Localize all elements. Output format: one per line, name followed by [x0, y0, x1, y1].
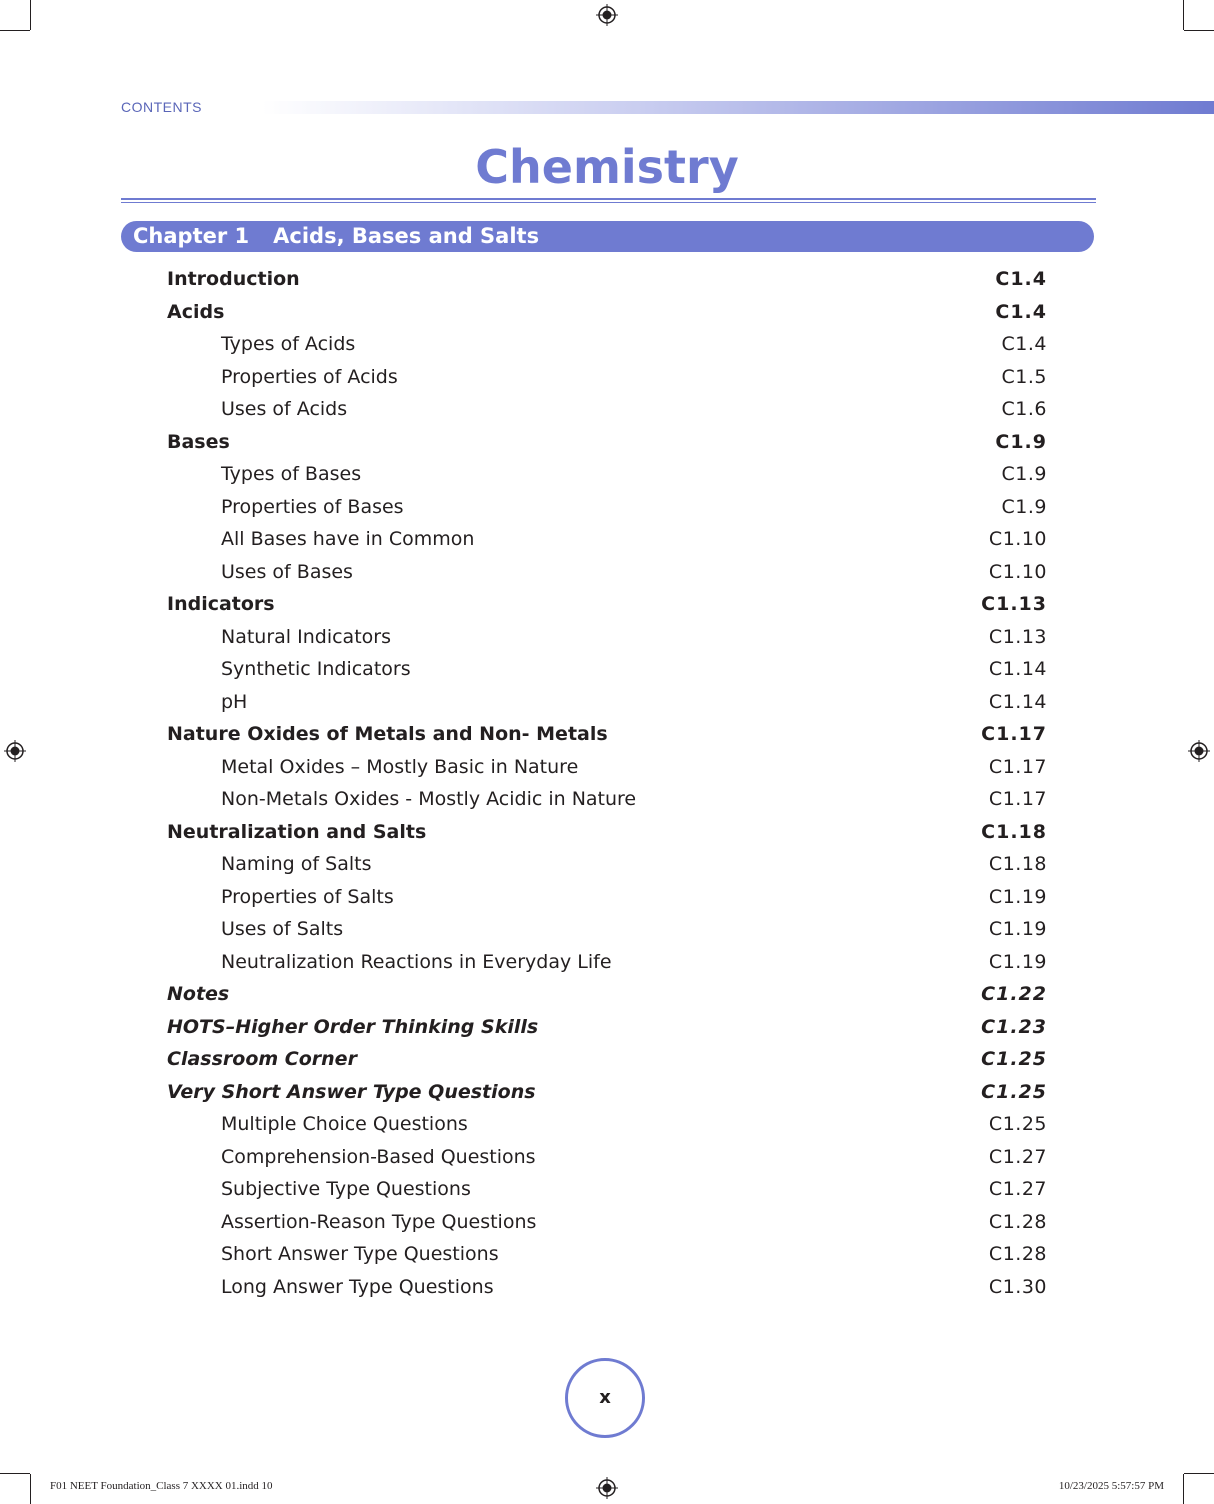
toc-row[interactable] — [0, 751, 1214, 784]
toc-entry-label: Bases — [167, 430, 230, 453]
toc-entry-label: Comprehension-Based Questions — [221, 1145, 536, 1168]
toc-entry-page: C1.10 — [988, 528, 1047, 550]
toc-entry-label: Introduction — [167, 268, 300, 290]
toc-entry-label: Metal Oxides – Mostly Basic in Nature — [221, 755, 579, 778]
crop-mark-top-left-v — [30, 0, 31, 30]
toc-entry-label: Indicators — [167, 593, 275, 615]
toc-entry-page: C1.5 — [1001, 365, 1047, 388]
toc-entry-page: C1.27 — [988, 1145, 1047, 1168]
toc-row[interactable] — [0, 588, 1214, 621]
toc-entry-label: Very Short Answer Type Questions — [167, 1080, 536, 1103]
toc-entry-page: C1.28 — [988, 1243, 1047, 1265]
toc-row[interactable] — [0, 946, 1214, 979]
toc-entry-label: Assertion-Reason Type Questions — [221, 1210, 537, 1233]
toc-entry-page: C1.9 — [995, 430, 1047, 453]
toc-entry-page: C1.13 — [988, 625, 1047, 648]
toc-row[interactable] — [0, 881, 1214, 914]
toc-row[interactable] — [0, 1043, 1214, 1076]
registration-mark-icon — [596, 1477, 618, 1499]
toc-entry-page: C1.18 — [988, 853, 1047, 875]
toc-entry-page: C1.27 — [988, 1178, 1047, 1200]
toc-row[interactable] — [0, 718, 1214, 751]
slug-timestamp: 10/23/2025 5:57:57 PM — [1058, 1480, 1164, 1492]
crop-mark-top-right-h — [1184, 30, 1214, 31]
toc-row[interactable] — [0, 1173, 1214, 1206]
toc-entry-page: C1.23 — [981, 1015, 1047, 1038]
toc-row[interactable] — [0, 978, 1214, 1011]
toc-entry-page: C1.17 — [988, 755, 1047, 778]
title-rule — [121, 198, 1096, 200]
toc-entry-page: C1.4 — [995, 300, 1047, 323]
toc-entry-label: Natural Indicators — [221, 625, 391, 648]
crop-mark-bottom-right-v — [1183, 1474, 1184, 1504]
toc-row[interactable] — [0, 1076, 1214, 1109]
toc-row[interactable] — [0, 848, 1214, 881]
toc-entry-label: All Bases have in Common — [221, 528, 475, 550]
toc-entry-label: Acids — [167, 300, 225, 323]
toc-entry-label: Naming of Salts — [221, 853, 372, 875]
crop-mark-bottom-left-h — [0, 1473, 30, 1474]
toc-entry-page: C1.25 — [988, 1113, 1047, 1135]
toc-entry-page: C1.4 — [995, 268, 1047, 290]
toc-row[interactable] — [0, 1206, 1214, 1239]
toc-entry-page: C1.17 — [981, 723, 1047, 745]
toc-row[interactable] — [0, 393, 1214, 426]
toc-row[interactable] — [0, 458, 1214, 491]
toc-entry-page: C1.28 — [988, 1210, 1047, 1233]
toc-row[interactable] — [0, 426, 1214, 459]
toc-entry-page: C1.19 — [988, 950, 1047, 973]
toc-row[interactable] — [0, 491, 1214, 524]
toc-row[interactable] — [0, 1238, 1214, 1271]
toc-entry-label: Properties of Acids — [221, 365, 398, 388]
toc-entry-label: Uses of Bases — [221, 560, 353, 583]
toc-entry-label: Non-Metals Oxides - Mostly Acidic in Nature — [221, 788, 637, 810]
toc-row[interactable] — [0, 556, 1214, 589]
title-rule-thin — [121, 202, 1096, 203]
toc-row[interactable] — [0, 1011, 1214, 1044]
toc-row[interactable] — [0, 361, 1214, 394]
toc-entry-page: C1.10 — [988, 560, 1047, 583]
toc-row[interactable] — [0, 913, 1214, 946]
toc-entry-page: C1.14 — [988, 658, 1047, 680]
toc-entry-label: Classroom Corner — [167, 1048, 357, 1070]
toc-row[interactable] — [0, 816, 1214, 849]
toc-entry-page: C1.9 — [1001, 463, 1047, 485]
toc-row[interactable] — [0, 783, 1214, 816]
toc-entry-label: Types of Acids — [221, 333, 356, 355]
toc-row[interactable] — [0, 1271, 1214, 1304]
toc-row[interactable] — [0, 263, 1214, 296]
toc-entry-label: Synthetic Indicators — [221, 658, 411, 680]
registration-mark-icon — [596, 4, 618, 26]
toc-row[interactable] — [0, 523, 1214, 556]
chapter-heading[interactable] — [121, 221, 1094, 252]
toc-row[interactable] — [0, 328, 1214, 361]
crop-mark-top-right-v — [1183, 0, 1184, 30]
toc-entry-label: Long Answer Type Questions — [221, 1275, 494, 1298]
toc-entry-page: C1.13 — [981, 593, 1047, 615]
toc-row[interactable] — [0, 686, 1214, 719]
toc-entry-label: Subjective Type Questions — [221, 1178, 471, 1200]
toc-entry-label: Properties of Salts — [221, 885, 394, 908]
toc-entry-page: C1.30 — [988, 1275, 1047, 1298]
toc-entry-page: C1.4 — [1001, 333, 1047, 355]
toc-row[interactable] — [0, 1141, 1214, 1174]
toc-entry-label: Properties of Bases — [221, 495, 404, 518]
page-number-badge: x — [565, 1358, 645, 1438]
toc-entry-page: C1.25 — [981, 1080, 1047, 1103]
toc-entry-page: C1.19 — [988, 918, 1047, 940]
toc-entry-label: Uses of Acids — [221, 398, 348, 420]
crop-mark-bottom-left-v — [30, 1474, 31, 1504]
crop-mark-bottom-right-h — [1184, 1473, 1214, 1474]
toc-entry-label: Multiple Choice Questions — [221, 1113, 468, 1135]
toc-row[interactable] — [0, 296, 1214, 329]
toc-entry-page: C1.17 — [988, 788, 1047, 810]
toc-entry-label: Types of Bases — [221, 463, 362, 485]
contents-label: CONTENTS — [121, 99, 202, 115]
toc-entry-label: Short Answer Type Questions — [221, 1243, 499, 1265]
toc-entry-page: C1.22 — [981, 983, 1047, 1005]
toc-entry-page: C1.6 — [1001, 398, 1047, 420]
toc-entry-label: Nature Oxides of Metals and Non- Metals — [167, 723, 608, 745]
toc-entry-label: pH — [221, 690, 248, 713]
toc-entry-page: C1.9 — [1001, 495, 1047, 518]
crop-mark-top-left-h — [0, 30, 30, 31]
toc-list — [0, 263, 1214, 1303]
toc-entry-label: Uses of Salts — [221, 918, 344, 940]
toc-entry-label: Notes — [167, 983, 230, 1005]
slug-filename: F01 NEET Foundation_Class 7 XXXX 01.indd 10 — [50, 1480, 273, 1492]
chapter-number: Chapter 1 — [133, 224, 250, 248]
toc-entry-page: C1.18 — [981, 820, 1047, 843]
chapter-title: Acids, Bases and Salts — [273, 224, 540, 248]
toc-row[interactable] — [0, 1108, 1214, 1141]
toc-entry-label: HOTS–Higher Order Thinking Skills — [167, 1015, 539, 1038]
toc-entry-label: Neutralization and Salts — [167, 820, 427, 843]
contents-gradient-bar — [262, 101, 1214, 114]
toc-entry-page: C1.14 — [988, 690, 1047, 713]
toc-row[interactable] — [0, 621, 1214, 654]
page-title: Chemistry — [475, 140, 739, 194]
toc-entry-label: Neutralization Reactions in Everyday Life — [221, 950, 612, 973]
toc-entry-page: C1.19 — [988, 885, 1047, 908]
toc-entry-page: C1.25 — [981, 1048, 1047, 1070]
toc-row[interactable] — [0, 653, 1214, 686]
